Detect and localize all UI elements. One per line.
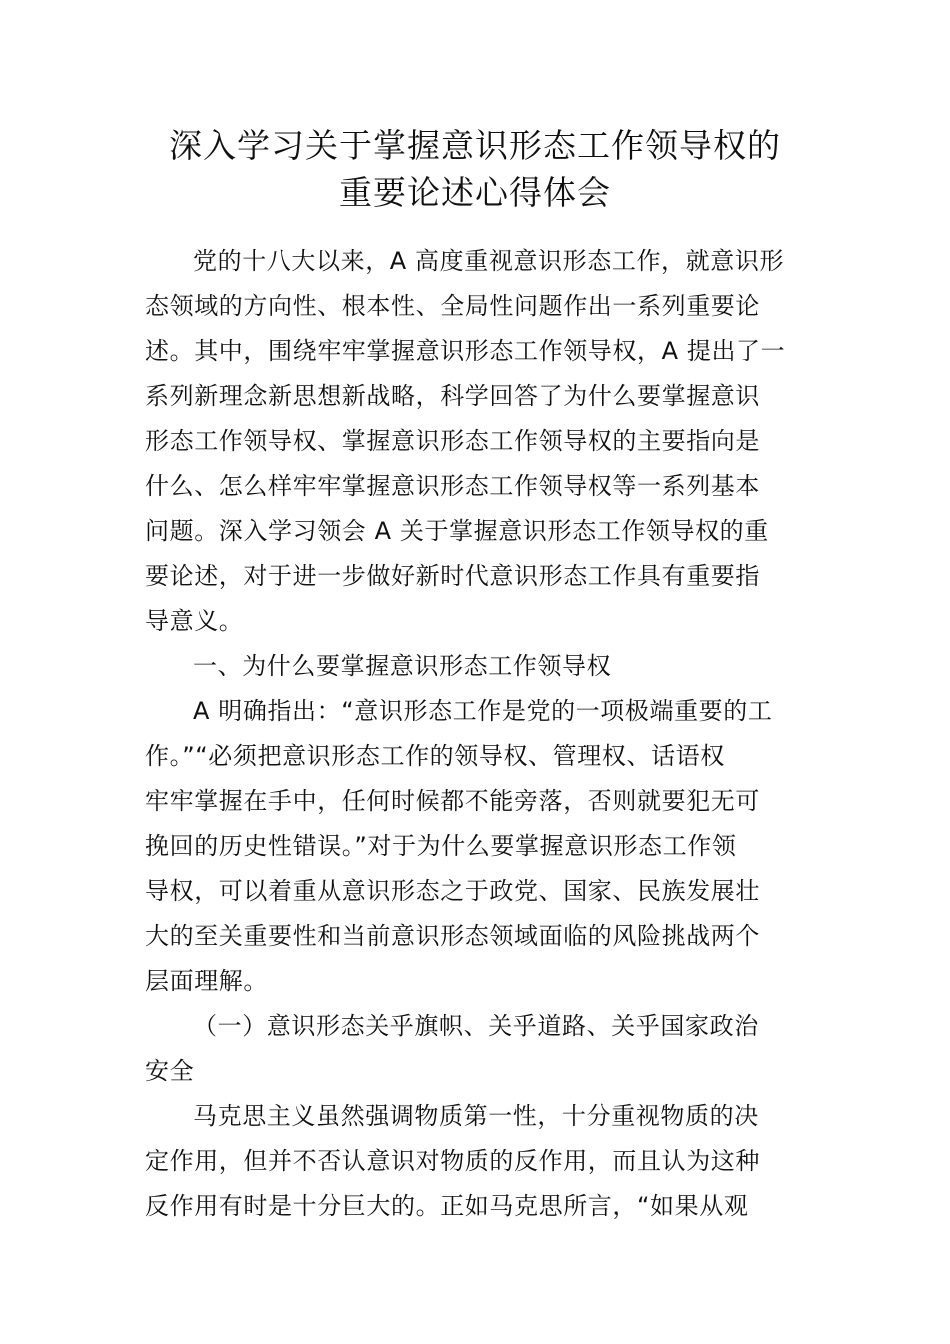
body-text-line: 导意义。	[145, 607, 244, 635]
body-text-line: 马克思主义虽然强调物质第一性，十分重视物质的决	[193, 1102, 759, 1130]
body-text-line: 导权，可以着重从意识形态之于政党、国家、民族发展壮	[145, 877, 760, 905]
body-text-line: 问题。深入学习领会 A 关于掌握意识形态工作领导权的重	[145, 517, 769, 545]
subsection-heading: （一）意识形态关乎旗帜、关乎道路、关乎国家政治	[193, 1012, 759, 1040]
body-text-line: 系列新理念新思想新战略，科学回答了为什么要掌握意识	[145, 382, 760, 410]
document-title-line-2: 重要论述心得体会	[339, 173, 611, 212]
body-text-line: 党的十八大以来，A 高度重视意识形态工作，就意识形	[193, 247, 785, 275]
body-text-line: 要论述，对于进一步做好新时代意识形态工作具有重要指	[145, 562, 760, 590]
body-text-line: 定作用，但并不否认意识对物质的反作用，而且认为这种	[145, 1147, 760, 1175]
subsection-heading-continuation: 安全	[145, 1057, 195, 1085]
body-text-line: 层面理解。	[145, 967, 268, 995]
body-text-line: 述。其中，围绕牢牢掌握意识形态工作领导权，A 提出了一	[145, 337, 786, 365]
body-text-line: 形态工作领导权、掌握意识形态工作领导权的主要指向是	[145, 427, 760, 455]
body-text-line: 作。”“必须把意识形态工作的领导权、管理权、话语权	[145, 742, 725, 770]
body-text-line: 什么、怎么样牢牢掌握意识形态工作领导权等一系列基本	[145, 472, 760, 500]
document-title-line-1: 深入学习关于掌握意识形态工作领导权的	[169, 126, 781, 165]
body-text-line: 牢牢掌握在手中，任何时候都不能旁落，否则就要犯无可	[145, 787, 760, 815]
body-text-line: A 明确指出：“意识形态工作是党的一项极端重要的工	[193, 697, 773, 725]
body-text-line: 反作用有时是十分巨大的。正如马克思所言，“如果从观	[145, 1192, 749, 1220]
body-text-line: 大的至关重要性和当前意识形态领域面临的风险挑战两个	[145, 922, 760, 950]
body-text-line: 态领域的方向性、根本性、全局性问题作出一系列重要论	[145, 292, 760, 320]
body-text-line: 挽回的历史性错误。”对于为什么要掌握意识形态工作领	[145, 832, 737, 860]
section-heading: 一、为什么要掌握意识形态工作领导权	[193, 652, 612, 680]
